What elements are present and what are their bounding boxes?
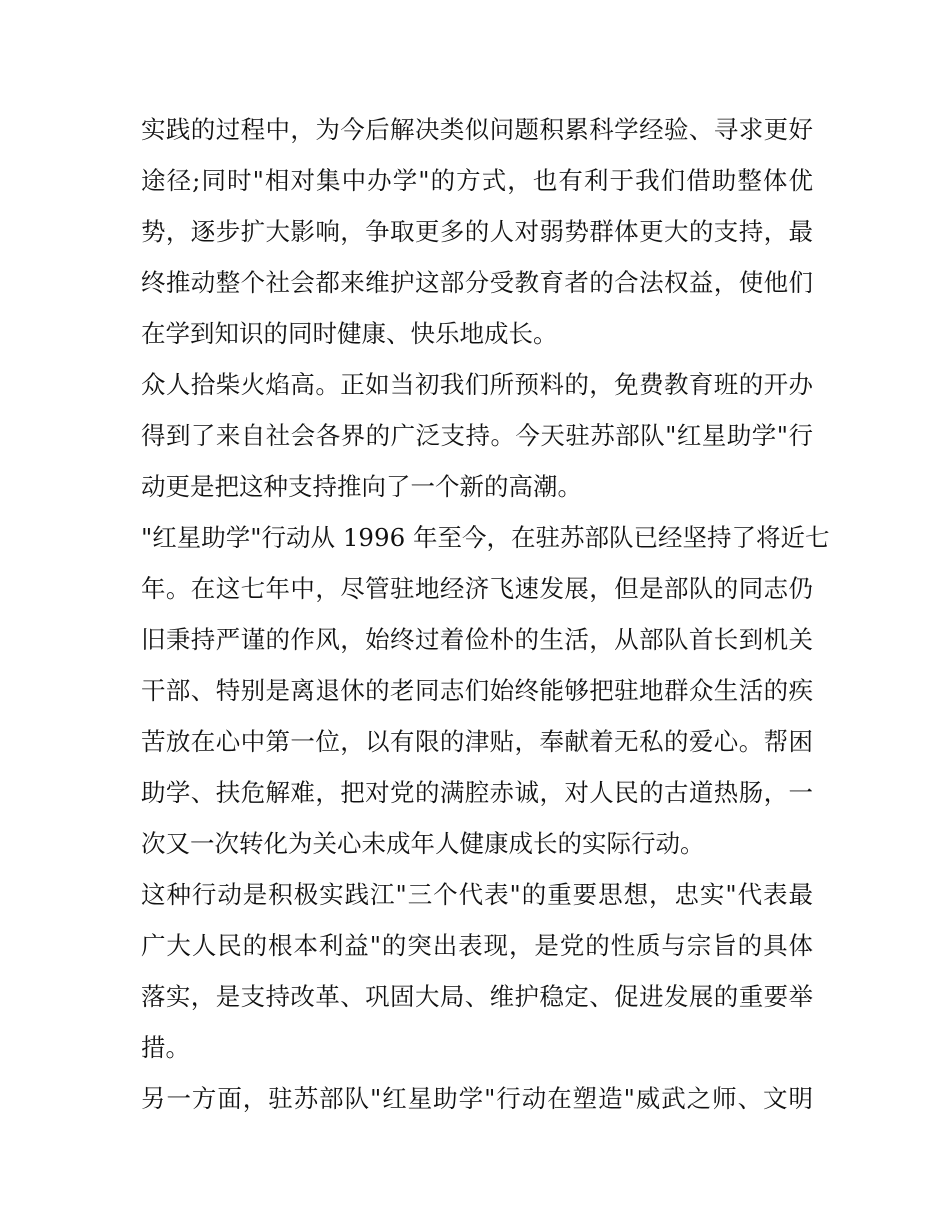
text-line: 途径;同时"相对集中办学"的方式，也有利于我们借助整体优 (141, 166, 813, 195)
document-body (141, 104, 830, 1124)
text-line: 这种行动是积极实践江"三个代表"的重要思想，忠实"代表最 (141, 880, 813, 909)
text-line: 实践的过程中，为今后解决类似问题积累科学经验、寻求更好 (141, 115, 813, 144)
text-line: 众人拾柴火焰高。正如当初我们所预料的，免费教育班的开办 (141, 370, 813, 399)
text-line: 动更是把这种支持推向了一个新的高潮。 (141, 472, 582, 501)
text-line: 在学到知识的同时健康、快乐地成长。 (141, 319, 558, 348)
text-line: 旧秉持严谨的作风，始终过着俭朴的生活，从部队首长到机关 (141, 625, 813, 654)
text-line: 另一方面，驻苏部队"红星助学"行动在塑造"威武之师、文明 (141, 1084, 813, 1113)
text-line: 广大人民的根本利益"的突出表现，是党的性质与宗旨的具体 (141, 931, 813, 960)
text-line: 势，逐步扩大影响，争取更多的人对弱势群体更大的支持，最 (141, 217, 813, 246)
text-line: 助学、扶危解难，把对党的满腔赤诚，对人民的古道热肠，一 (141, 778, 813, 807)
text-line: 终推动整个社会都来维护这部分受教育者的合法权益，使他们 (141, 268, 813, 297)
text-line: 措。 (141, 1033, 190, 1062)
text-line: 次又一次转化为关心未成年人健康成长的实际行动。 (141, 829, 705, 858)
text-line: "红星助学"行动从 1996 年至今，在驻苏部队已经坚持了将近七 (141, 523, 830, 552)
text-line: 干部、特别是离退休的老同志们始终能够把驻地群众生活的疾 (141, 676, 813, 705)
text-line: 落实，是支持改革、巩固大局、维护稳定、促进发展的重要举 (141, 982, 813, 1011)
text-line: 苦放在心中第一位，以有限的津贴，奉献着无私的爱心。帮困 (141, 727, 813, 756)
text-line: 得到了来自社会各界的广泛支持。今天驻苏部队"红星助学"行 (141, 421, 813, 450)
text-line: 年。在这七年中，尽管驻地经济飞速发展，但是部队的同志仍 (141, 574, 813, 603)
